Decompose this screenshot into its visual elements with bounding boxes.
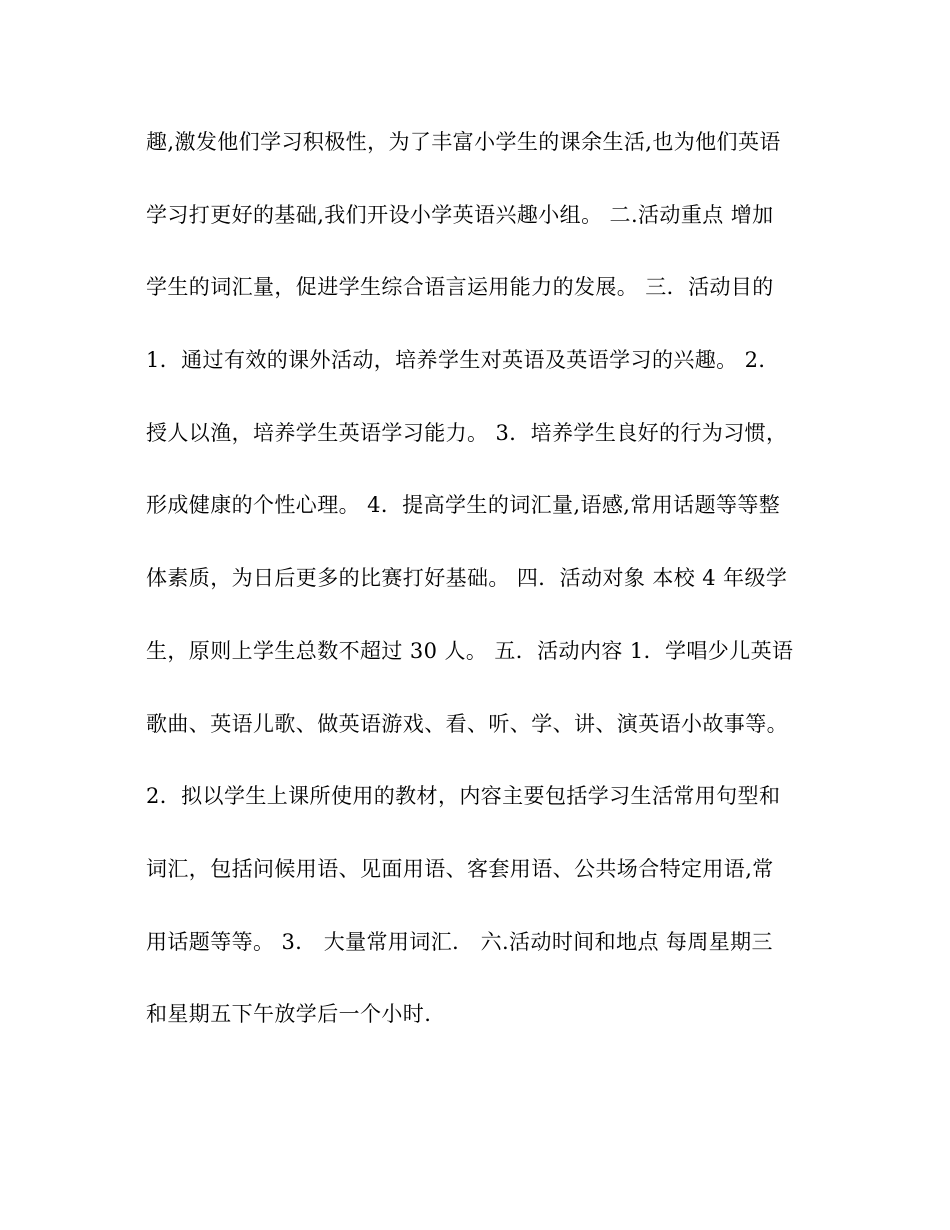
text-line: 生，原则上学生总数不超过 30 人。 五．活动内容 1．学唱少儿英语 (146, 638, 794, 663)
text-line: 和星期五下午放学后一个小时. (146, 1002, 432, 1027)
text-line: 体素质，为日后更多的比赛打好基础。 四．活动对象 本校 4 年级学 (146, 566, 788, 591)
text-line: 授人以渔，培养学生英语学习能力。 3．培养学生良好的行为习惯， (146, 420, 788, 445)
text-line: 2．拟以学生上课所使用的教材，内容主要包括学习生活常用句型和 (146, 784, 781, 809)
text-line: 1．通过有效的课外活动，培养学生对英语及英语学习的兴趣。 2． (146, 348, 780, 373)
text-line: 歌曲、英语儿歌、做英语游戏、看、听、学、讲、演英语小故事等。 (146, 711, 788, 736)
text-line: 用话题等等。 3． 大量常用词汇． 六.活动时间和地点 每周星期三 (146, 929, 773, 954)
document-body (146, 119, 816, 1064)
text-line: 学生的词汇量，促进学生综合语言运用能力的发展。 三．活动目的 (146, 275, 774, 300)
text-line: 学习打更好的基础,我们开设小学英语兴趣小组。 二.活动重点 增加 (146, 202, 774, 227)
text-line: 趣,激发他们学习积极性，为了丰富小学生的课余生活,也为他们英语 (146, 130, 781, 154)
text-line: 词汇，包括问候用语、见面用语、客套用语、公共场合特定用语,常 (146, 856, 774, 881)
text-line: 形成健康的个性心理。 4．提高学生的词汇量,语感,常用话题等等整 (146, 493, 781, 518)
